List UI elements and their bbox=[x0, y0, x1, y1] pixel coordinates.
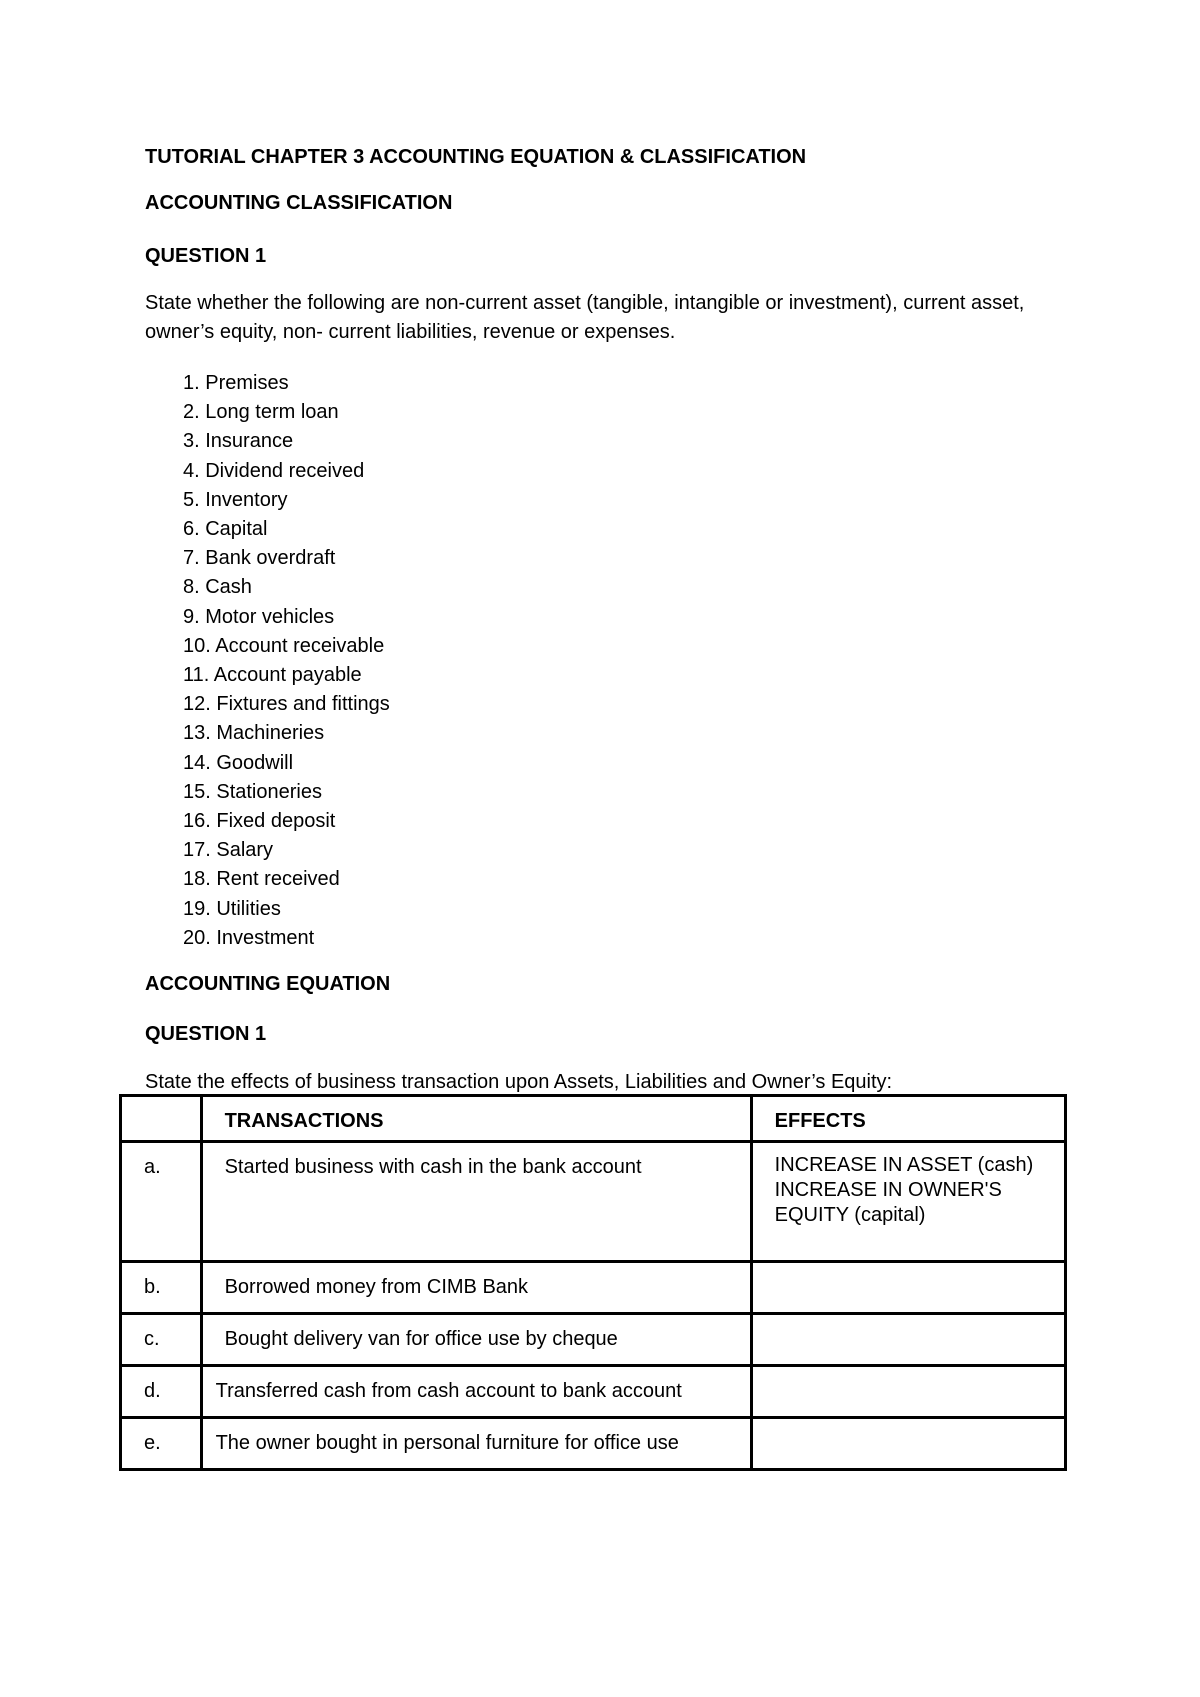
row-transaction: Transferred cash from cash account to bank account bbox=[201, 1366, 751, 1418]
table-row bbox=[121, 1418, 1066, 1470]
list-item: 3. Insurance bbox=[183, 430, 294, 453]
table-row bbox=[121, 1314, 1066, 1366]
row-letter: e. bbox=[121, 1418, 202, 1470]
header-blank-cell bbox=[121, 1096, 202, 1142]
row-letter: c. bbox=[121, 1314, 202, 1366]
row-effect[interactable] bbox=[751, 1314, 1065, 1366]
list-item: 19. Utilities bbox=[183, 897, 281, 920]
table-row bbox=[121, 1366, 1066, 1418]
list-item: 16. Fixed deposit bbox=[183, 810, 336, 833]
list-item: 1. Premises bbox=[183, 372, 289, 394]
list-item: 7. Bank overdraft bbox=[183, 547, 336, 570]
list-item: 2. Long term loan bbox=[183, 401, 339, 424]
document-title: TUTORIAL CHAPTER 3 ACCOUNTING EQUATION & CLASSIFICATION bbox=[145, 146, 807, 168]
section-heading-equation: ACCOUNTING EQUATION bbox=[145, 973, 391, 995]
row-transaction: Borrowed money from CIMB Bank bbox=[201, 1262, 751, 1314]
row-effect[interactable] bbox=[751, 1366, 1065, 1418]
list-item: 12. Fixtures and fittings bbox=[183, 693, 390, 716]
table-row bbox=[121, 1262, 1066, 1314]
equation-instruction: State the effects of business transaction upon Assets, Liabilities and Owner’s Equity: bbox=[145, 1071, 893, 1093]
row-effect: INCREASE IN ASSET (cash) INCREASE IN OWNER'S EQUITY (capital) bbox=[751, 1142, 1065, 1262]
row-transaction: The owner bought in personal furniture for office use bbox=[201, 1418, 751, 1470]
row-letter: b. bbox=[121, 1262, 202, 1314]
row-letter: a. bbox=[121, 1142, 202, 1262]
list-item: 20. Investment bbox=[183, 926, 315, 949]
list-item: 17. Salary bbox=[183, 839, 274, 862]
table-row bbox=[121, 1142, 1066, 1262]
row-transaction: Started business with cash in the bank account bbox=[201, 1142, 751, 1262]
table-header-row bbox=[121, 1096, 1066, 1142]
row-effect[interactable] bbox=[751, 1262, 1065, 1314]
classification-item-list bbox=[183, 369, 390, 953]
question-label-equation: QUESTION 1 bbox=[145, 1023, 267, 1045]
list-item: 5. Inventory bbox=[183, 488, 288, 511]
list-item: 18. Rent received bbox=[183, 868, 340, 891]
list-item: 6. Capital bbox=[183, 518, 268, 541]
list-item: 8. Cash bbox=[183, 576, 252, 599]
list-item: 14. Goodwill bbox=[183, 751, 294, 774]
list-item: 9. Motor vehicles bbox=[183, 605, 335, 628]
question-label-classification: QUESTION 1 bbox=[145, 245, 267, 267]
list-item: 15. Stationeries bbox=[183, 780, 322, 803]
section-heading-classification: ACCOUNTING CLASSIFICATION bbox=[145, 192, 453, 214]
list-item: 11. Account payable bbox=[183, 664, 362, 687]
effects-table bbox=[119, 1094, 1067, 1471]
header-effects: EFFECTS bbox=[751, 1096, 1065, 1142]
list-item: 10. Account receivable bbox=[183, 634, 385, 657]
row-effect[interactable] bbox=[751, 1418, 1065, 1470]
list-item: 4. Dividend received bbox=[183, 459, 365, 482]
list-item: 13. Machineries bbox=[183, 722, 325, 745]
row-transaction: Bought delivery van for office use by cheque bbox=[201, 1314, 751, 1366]
header-transactions: TRANSACTIONS bbox=[201, 1096, 751, 1142]
row-letter: d. bbox=[121, 1366, 202, 1418]
classification-instruction: State whether the following are non-current asset (tangible, intangible or investment), current asset, owner’s equity, non- current liabilities, revenue or expenses. bbox=[145, 292, 1025, 343]
